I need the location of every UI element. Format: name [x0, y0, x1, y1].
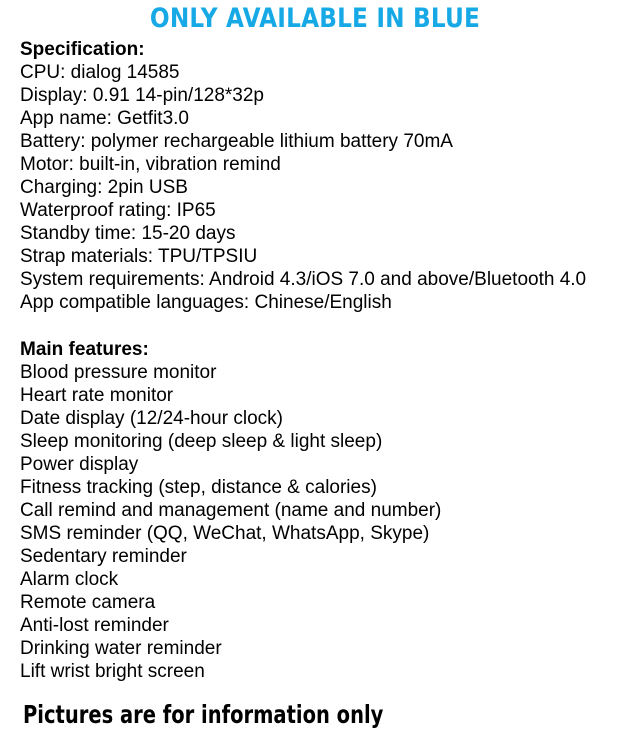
feature-item: Call remind and management (name and number): [20, 500, 442, 521]
availability-banner: ONLY AVAILABLE IN BLUE: [149, 3, 481, 34]
disclaimer-note: Pictures are for information only: [23, 700, 384, 729]
feature-item: Fitness tracking (step, distance & calories): [20, 477, 377, 498]
spec-line-cpu: CPU: dialog 14585: [20, 62, 180, 83]
feature-item: Power display: [20, 454, 139, 475]
main-features-section: [20, 338, 625, 683]
spec-line-waterproof: Waterproof rating: IP65: [20, 200, 216, 221]
feature-item: Sleep monitoring (deep sleep & light sleep): [20, 431, 383, 452]
spec-line-strap: Strap materials: TPU/TPSIU: [20, 246, 258, 267]
spec-line-system-requirements: System requirements: Android 4.3/iOS 7.0 and above/Bluetooth 4.0: [20, 269, 587, 290]
specification-heading: Specification:: [20, 39, 145, 60]
spec-line-display: Display: 0.91 14-pin/128*32p: [20, 85, 265, 106]
spec-line-motor: Motor: built-in, vibration remind: [20, 154, 281, 175]
feature-item: Alarm clock: [20, 569, 119, 590]
spec-line-app-name: App name: Getfit3.0: [20, 108, 189, 129]
feature-item: Lift wrist bright screen: [20, 661, 205, 682]
feature-item: Anti-lost reminder: [20, 615, 169, 636]
spec-line-charging: Charging: 2pin USB: [20, 177, 188, 198]
specification-section: [20, 38, 625, 314]
spec-line-battery: Battery: polymer rechargeable lithium battery 70mA: [20, 131, 453, 152]
spec-line-standby: Standby time: 15-20 days: [20, 223, 236, 244]
main-features-heading: Main features:: [20, 339, 149, 360]
feature-item: SMS reminder (QQ, WeChat, WhatsApp, Skype): [20, 523, 430, 544]
feature-item: Drinking water reminder: [20, 638, 222, 659]
feature-item: Date display (12/24-hour clock): [20, 408, 283, 429]
spec-line-languages: App compatible languages: Chinese/English: [20, 292, 392, 313]
feature-item: Blood pressure monitor: [20, 362, 217, 383]
feature-item: Sedentary reminder: [20, 546, 187, 567]
feature-item: Remote camera: [20, 592, 156, 613]
feature-item: Heart rate monitor: [20, 385, 174, 406]
